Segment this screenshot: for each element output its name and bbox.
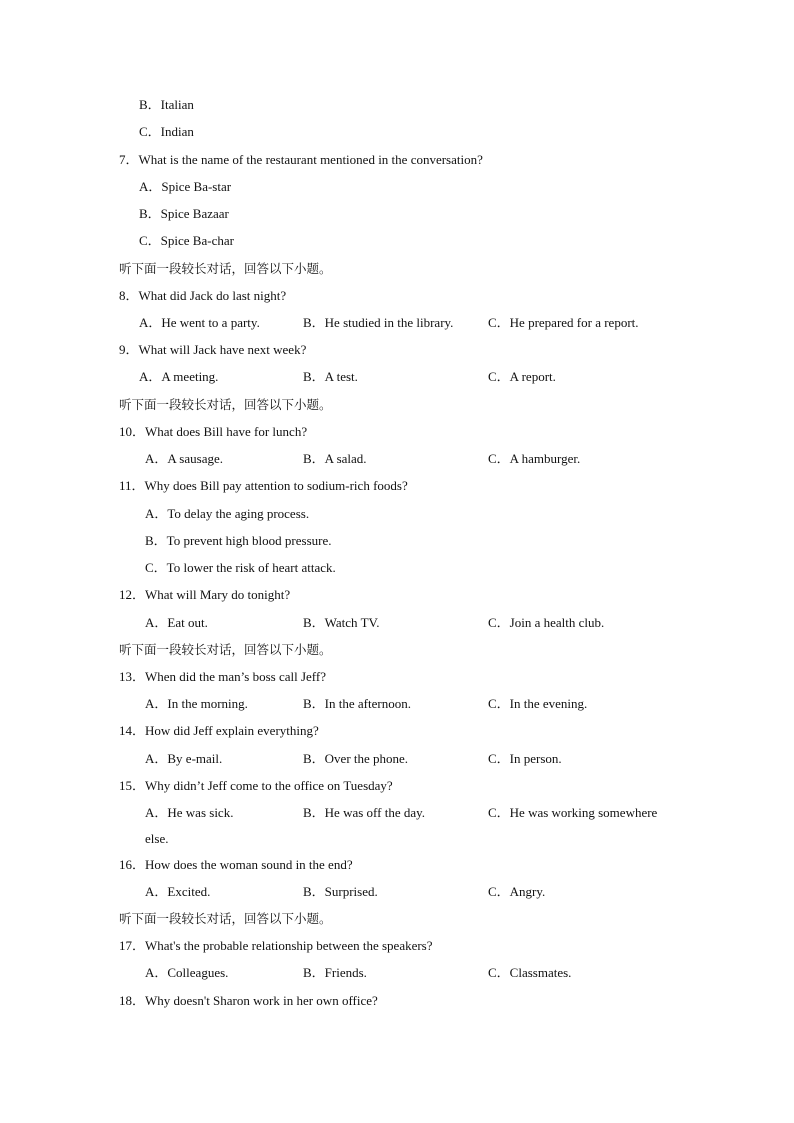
q16-option-b: B．Surprised. (303, 884, 378, 899)
section-instruction: 听下面一段较长对话，回答以下小题。 (119, 911, 332, 926)
q8-option-b: B．He studied in the library. (303, 315, 454, 330)
q13-option-b: B．In the afternoon. (303, 696, 411, 711)
q12-option-c: C．Join a health club. (488, 615, 605, 630)
q16-question: 16．How does the woman sound in the end? (119, 857, 353, 872)
q9-option-c: C．A report. (488, 369, 556, 384)
q15-option-c: C．He was working somewhere (488, 805, 658, 820)
q6-option-c: C．Indian (139, 124, 194, 139)
section-instruction: 听下面一段较长对话，回答以下小题。 (119, 397, 332, 412)
q12-option-b: B．Watch TV. (303, 615, 380, 630)
q15-option-c-continued: else. (145, 831, 169, 846)
q14-option-a: A．By e-mail. (145, 751, 223, 766)
q13-option-c: C．In the evening. (488, 696, 588, 711)
q7-option-b: B．Spice Bazaar (139, 206, 229, 221)
q11-question: 11．Why does Bill pay attention to sodium-rich foods? (119, 478, 408, 493)
q8-option-a: A．He went to a party. (139, 315, 260, 330)
q16-option-c: C．Angry. (488, 884, 546, 899)
q11-option-b: B．To prevent high blood pressure. (145, 533, 332, 548)
q10-question: 10．What does Bill have for lunch? (119, 424, 308, 439)
q15-question: 15．Why didn’t Jeff come to the office on Tuesday? (119, 778, 393, 793)
q17-option-b: B．Friends. (303, 965, 367, 980)
q16-option-a: A．Excited. (145, 884, 211, 899)
q10-option-a: A．A sausage. (145, 451, 223, 466)
q9-option-a: A．A meeting. (139, 369, 219, 384)
q11-option-c: C．To lower the risk of heart attack. (145, 560, 336, 575)
q9-option-b: B．A test. (303, 369, 358, 384)
q12-option-a: A．Eat out. (145, 615, 208, 630)
q8-option-c: C．He prepared for a report. (488, 315, 639, 330)
q10-option-c: C．A hamburger. (488, 451, 581, 466)
q17-option-c: C．Classmates. (488, 965, 572, 980)
section-instruction: 听下面一段较长对话，回答以下小题。 (119, 642, 332, 657)
q14-option-c: C．In person. (488, 751, 562, 766)
q7-option-c: C．Spice Ba-char (139, 233, 234, 248)
q17-option-a: A．Colleagues. (145, 965, 229, 980)
q8-question: 8．What did Jack do last night? (119, 288, 287, 303)
q13-option-a: A．In the morning. (145, 696, 248, 711)
q15-option-a: A．He was sick. (145, 805, 234, 820)
q9-question: 9．What will Jack have next week? (119, 342, 307, 357)
q7-option-a: A．Spice Ba-star (139, 179, 232, 194)
q12-question: 12．What will Mary do tonight? (119, 587, 291, 602)
q15-option-b: B．He was off the day. (303, 805, 426, 820)
q10-option-b: B．A salad. (303, 451, 367, 466)
q7-question: 7．What is the name of the restaurant mentioned in the conversation? (119, 152, 483, 167)
q18-question: 18．Why doesn't Sharon work in her own office? (119, 993, 378, 1008)
q14-question: 14．How did Jeff explain everything? (119, 723, 319, 738)
q6-option-b: B．Italian (139, 97, 194, 112)
q13-question: 13．When did the man’s boss call Jeff? (119, 669, 326, 684)
q11-option-a: A．To delay the aging process. (145, 506, 310, 521)
q14-option-b: B．Over the phone. (303, 751, 409, 766)
section-instruction: 听下面一段较长对话，回答以下小题。 (119, 261, 332, 276)
q17-question: 17．What's the probable relationship between the speakers? (119, 938, 433, 953)
